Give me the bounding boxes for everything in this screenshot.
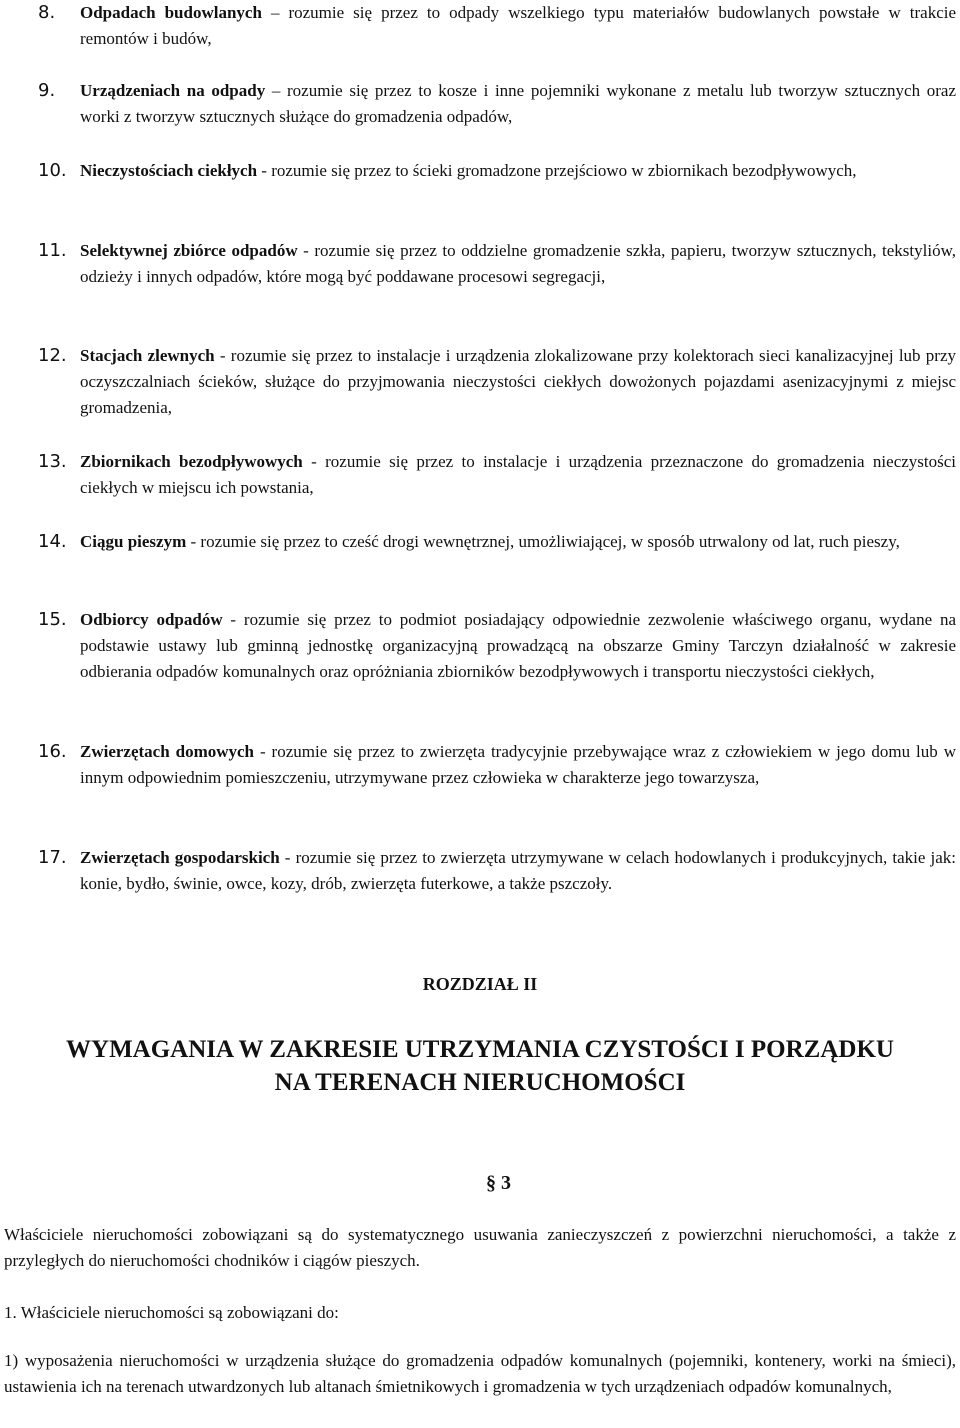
definition-number: 17. [38, 847, 67, 868]
definition-text: - rozumie się przez to oddzielne gromadzenie szkła, papieru, tworzyw sztucznych, tekstyliów, odzieży i innych odpadów, które mogą być poddawane procesowi segregacji, [80, 241, 956, 286]
definition-text: – rozumie się przez to odpady wszelkiego typu materiałów budowlanych powstałe w trakcie remontów i budów, [80, 3, 957, 48]
definition-text: - rozumie się przez to zwierzęta utrzymywane w celach hodowlanych i produkcyjnych, takie jak: konie, bydło, świnie, owce, kozy, drób, zwierzęta futerkowe, a także pszczoły. [80, 848, 956, 893]
section-mark: § 3 [486, 1172, 511, 1194]
definition-term: Zwierzętach gospodarskich [80, 848, 280, 867]
definition-term: Zwierzętach domowych [80, 742, 255, 761]
definition-number: 12. [38, 345, 67, 366]
chapter-label: ROZDZIAŁ II [422, 974, 538, 994]
definition-17 [0, 845, 960, 897]
definition-16 [0, 739, 960, 791]
definition-term: Ciągu pieszym [80, 532, 187, 551]
chapter-heading-line2: NA TERENACH NIERUCHOMOŚCI [274, 1069, 686, 1096]
definition-text: – rozumie się przez to kosze i inne pojemniki wykonane z metalu lub tworzyw sztucznych oraz worki z tworzyw sztucznych służące do gromadzenia odpadów, [80, 81, 956, 126]
section-paragraph: Właściciele nieruchomości zobowiązani są do systematycznego usuwania zanieczyszczeń z powierzchni nieruchomości, a także z przyległych do nieruchomości chodników i ciągów pieszych. [4, 1225, 956, 1270]
definition-text: - rozumie się przez to cześć drogi wewnętrznej, umożliwiającej, w sposób utrwalony od lat, ruch pieszy, [186, 532, 900, 551]
definition-number: 16. [38, 741, 67, 762]
definition-number: 13. [38, 451, 67, 472]
definition-15 [0, 607, 960, 685]
definition-text: - rozumie się przez to podmiot posiadający odpowiednie zezwolenie właściwego organu, wydane na podstawie ustawy lub gminną jednostkę organizacyjną prowadzącą na obszarze Gminy Tarczyn działalność w zakresie odbierania odpadów komunalnych oraz opróżniania zbiorników bezodpływowych i transportu nieczystości ciekłych, [80, 610, 957, 681]
definition-number: 8. [38, 2, 56, 23]
definition-number: 11. [38, 240, 67, 261]
definition-number: 15. [38, 609, 67, 630]
definition-term: Zbiornikach bezodpływowych [80, 452, 303, 471]
definition-term: Odpadach budowlanych [80, 3, 262, 22]
definition-number: 9. [38, 80, 56, 101]
definition-text: - rozumie się przez to instalacje i urządzenia zlokalizowane przy kolektorach sieci kanalizacyjnej lub przy oczyszczalniach ścieków, służące do przyjmowania nieczystości ciekłych dowożonych pojazdami asenizacyjnymi z miejsc gromadzenia, [80, 346, 956, 417]
definition-term: Odbiorcy odpadów [80, 610, 223, 629]
obligation-item-1: 1) wyposażenia nieruchomości w urządzenia służące do gromadzenia odpadów komunalnych (pojemniki, kontenery, worki na śmieci), ustawienia ich na terenach utwardzonych lub altanach śmietnikowych i gromadzenia w tych urządzeniach odpadów komunalnych, [4, 1351, 956, 1396]
definition-text: - rozumie się przez to instalacje i urządzenia przeznaczone do gromadzenia nieczystości ciekłych w miejscu ich powstania, [80, 452, 957, 497]
definition-term: Stacjach zlewnych [80, 346, 215, 365]
obligations-intro: 1. Właściciele nieruchomości są zobowiązani do: [4, 1303, 339, 1322]
definition-term: Urządzeniach na odpady [80, 81, 266, 100]
definition-11 [0, 238, 960, 290]
definition-term: Selektywnej zbiórce odpadów [80, 241, 298, 260]
definition-14 [0, 529, 960, 555]
definition-10 [0, 158, 960, 184]
definition-number: 10. [38, 160, 67, 181]
chapter-heading-line1: WYMAGANIA W ZAKRESIE UTRZYMANIA CZYSTOŚCI I PORZĄDKU [66, 1036, 894, 1063]
definition-8 [0, 0, 960, 52]
definition-text: - rozumie się przez to ścieki gromadzone przejściowo w zbiornikach bezodpływowych, [257, 161, 857, 180]
definition-text: - rozumie się przez to zwierzęta tradycyjnie przebywające wraz z człowiekiem w jego domu lub w innym odpowiednim pomieszczeniu, utrzymywane przez człowieka w charakterze jego towarzysza, [80, 742, 956, 787]
definition-12 [0, 343, 960, 421]
definition-9 [0, 78, 960, 130]
definition-term: Nieczystościach ciekłych [80, 161, 258, 180]
definition-number: 14. [38, 531, 67, 552]
definition-13 [0, 449, 960, 501]
